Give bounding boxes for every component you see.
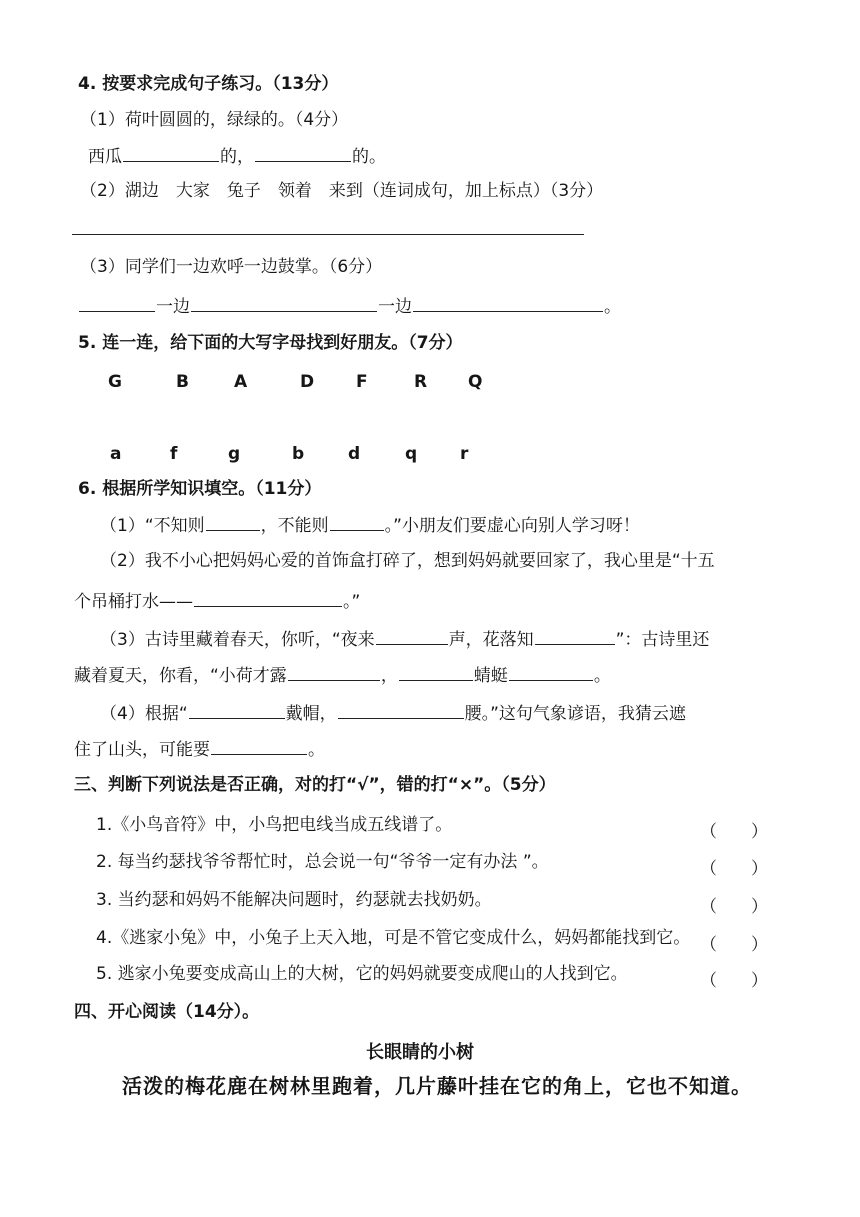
judge-item-5: 5. 逃家小兔要变成高山上的大树，它的妈妈就要变成爬山的人找到它。 — [96, 964, 628, 984]
lower-letter[interactable]: b — [292, 444, 305, 464]
q4-part1-title: （1）荷叶圆圆的，绿绿的。（4分） — [80, 110, 349, 130]
answer-parentheses[interactable]: （ ） — [700, 935, 768, 955]
blank-3[interactable] — [79, 296, 155, 312]
q4-heading: 4. 按要求完成句子练习。（13分） — [78, 74, 339, 94]
blank-5[interactable] — [413, 296, 603, 312]
q6-l4-c: 腰。”这句气象谚语，我猜云遮 — [464, 704, 686, 724]
q4-part2-title: （2）湖边 大家 兔子 领着 来到（连词成句，加上标点）（3分） — [80, 181, 604, 201]
judge-item-1: 1.《小鸟音符》中，小鸟把电线当成五线谱了。 — [96, 815, 453, 835]
q6-heading: 6. 根据所学知识填空。（11分） — [78, 479, 322, 499]
upper-letter[interactable]: A — [234, 372, 248, 392]
q4-part3-mid2: 一边 — [378, 297, 412, 317]
answer-parentheses[interactable]: （ ） — [700, 859, 768, 879]
q4-part3-title: （3）同学们一边欢呼一边鼓掌。（6分） — [80, 257, 383, 277]
lower-letter[interactable]: f — [170, 444, 178, 464]
upper-letter[interactable]: Q — [468, 372, 483, 392]
lower-letter[interactable]: r — [460, 444, 469, 464]
blank-2[interactable] — [255, 146, 351, 162]
upper-letter[interactable]: B — [176, 372, 189, 392]
blank-11[interactable] — [288, 665, 380, 681]
judge-item-4: 4.《逃家小兔》中，小兔子上天入地，可是不管它变成什么，妈妈都能找到它。 — [96, 928, 691, 948]
q6-line4b — [74, 739, 325, 759]
blank-10[interactable] — [535, 629, 615, 645]
q6-l4-a: （4）根据“ — [100, 704, 188, 724]
blank-15[interactable] — [338, 703, 464, 719]
lower-letter[interactable]: a — [110, 444, 122, 464]
blank-9[interactable] — [376, 629, 448, 645]
upper-letter[interactable]: G — [108, 372, 122, 392]
blank-4[interactable] — [191, 296, 377, 312]
q6-l2-c: 。” — [343, 592, 361, 612]
q6-line3a — [100, 629, 709, 649]
q6-l3-g: 。 — [593, 666, 611, 686]
blank-1[interactable] — [123, 146, 219, 162]
q6-l1-b: ，不能则 — [260, 516, 329, 536]
blank-13[interactable] — [509, 665, 593, 681]
blank-7[interactable] — [330, 515, 384, 531]
q6-line4a — [100, 703, 686, 723]
upper-letter[interactable]: R — [414, 372, 428, 392]
q4-part3-mid: 一边 — [156, 297, 190, 317]
lower-letter[interactable]: q — [405, 444, 418, 464]
lower-letter[interactable]: d — [348, 444, 361, 464]
q4-part3-end: 。 — [604, 297, 621, 317]
upper-letter[interactable]: F — [356, 372, 368, 392]
blank-6[interactable] — [206, 515, 260, 531]
q5-heading: 5. 连一连，给下面的大写字母找到好朋友。（7分） — [78, 333, 463, 353]
blank-16[interactable] — [211, 739, 307, 755]
q6-line2b — [74, 591, 360, 611]
q6-l4-b: 戴帽， — [285, 704, 337, 724]
blank-8[interactable] — [194, 591, 342, 607]
q6-l1-c: 。”小朋友们要虚心向别人学习呀！ — [384, 516, 640, 536]
judge-item-2: 2. 每当约瑟找爷爷帮忙时，总会说一句“爷爷一定有办法 ”。 — [96, 852, 549, 872]
section3-heading: 三、判断下列说法是否正确，对的打“√”，错的打“×”。（5分） — [74, 775, 556, 795]
q6-line3b — [74, 665, 611, 685]
q6-l1-a: （1）“不知则 — [100, 516, 205, 536]
blank-12[interactable] — [399, 665, 473, 681]
q6-l3-e: ， — [380, 666, 398, 686]
q6-l2-b: 个吊桶打水—— — [74, 592, 193, 612]
q6-line2a: （2）我不小心把妈妈心爱的首饰盒打碎了，想到妈妈就要回家了，我心里是“十五 — [100, 551, 715, 571]
q4-part1-answer — [88, 146, 386, 166]
answer-parentheses[interactable]: （ ） — [700, 897, 768, 917]
q6-l3-c: ”：古诗里还 — [615, 630, 710, 650]
q6-l3-a: （3）古诗里藏着春天，你听，“夜来 — [100, 630, 375, 650]
q4-part1-text-a: 西瓜 — [88, 147, 122, 167]
passage-text: 活泼的梅花鹿在树林里跑着，几片藤叶挂在它的角上，它也不知道。 — [122, 1074, 752, 1098]
answer-parentheses[interactable]: （ ） — [700, 822, 768, 842]
q4-part1-text-c: 的。 — [352, 147, 386, 167]
passage-title: 长眼睛的小树 — [366, 1042, 474, 1063]
q6-l4-e: 。 — [308, 740, 325, 760]
judge-item-3: 3. 当约瑟和妈妈不能解决问题时，约瑟就去找奶奶。 — [96, 890, 492, 910]
blank-14[interactable] — [189, 703, 285, 719]
q4-part3-answer — [78, 296, 621, 316]
q6-l3-f: 蜻蜓 — [473, 666, 508, 686]
q6-l4-d: 住了山头，可能要 — [74, 740, 210, 760]
section4-heading: 四、开心阅读（14分）。 — [74, 1002, 260, 1022]
q6-l3-b: 声，花落知 — [448, 630, 534, 650]
upper-letter[interactable]: D — [300, 372, 315, 392]
lower-letter[interactable]: g — [228, 444, 241, 464]
answer-line[interactable] — [72, 234, 584, 235]
q6-line1 — [100, 515, 640, 535]
answer-parentheses[interactable]: （ ） — [700, 971, 768, 991]
q4-part1-text-b: 的， — [220, 147, 254, 167]
q6-l3-d: 藏着夏天，你看，“小荷才露 — [74, 666, 287, 686]
